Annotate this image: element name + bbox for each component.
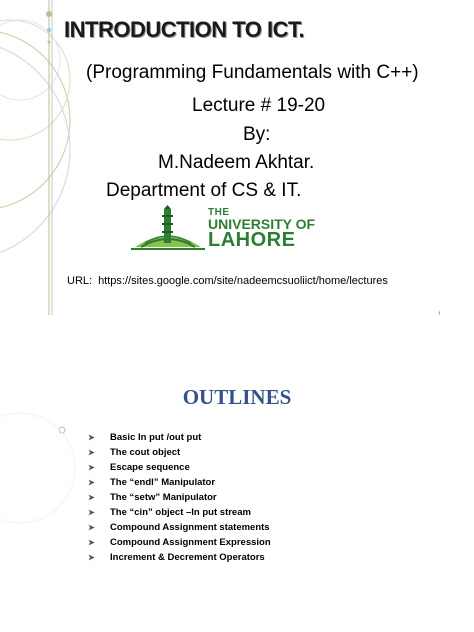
author-name: M.Nadeem Akhtar. [158,152,315,173]
university-logo [131,205,351,251]
bullet-arrow-icon: ➤ [88,433,95,442]
bullet-arrow-icon: ➤ [88,553,95,562]
outline-list [88,430,271,565]
outlines-heading: OUTLINES [182,385,292,409]
department-name: Department of CS & IT. [106,180,302,201]
lectures-url-link[interactable]: https://sites.google.com/site/nadeemcsuoliict/home/lectures [98,275,388,287]
minar-emblem-icon [131,205,205,251]
list-item [88,475,271,490]
list-item [88,505,271,520]
bullet-arrow-icon: ➤ [88,508,95,517]
url-label: URL: [67,275,93,287]
url-line [67,275,388,287]
logo-text-the: THE [208,207,230,218]
list-item [88,460,271,475]
bullet-arrow-icon: ➤ [88,448,95,457]
list-item-text: Compound Assignment statements [110,522,270,533]
list-item-text: The “setw” Manipulator [110,492,217,503]
list-item [88,430,271,445]
bullet-arrow-icon: ➤ [88,523,95,532]
title-slide [0,0,474,315]
list-item-text: Increment & Decrement Operators [110,552,265,563]
list-item-text: The cout object [110,447,181,458]
logo-text-university: UNIVERSITY OF [208,216,316,232]
list-item [88,535,271,550]
list-item [88,520,271,535]
page-number: 1 [438,312,442,315]
list-item [88,490,271,505]
list-item-text: Basic In put /out put [110,432,202,443]
lecture-number: Lecture # 19-20 [192,95,326,116]
list-item-text: Escape sequence [110,462,190,473]
list-item-text: The “endl” Manipulator [110,477,216,488]
list-item-text: The “cin” object –In put stream [110,507,251,518]
bullet-arrow-icon: ➤ [88,478,95,487]
list-item [88,445,271,460]
bullet-arrow-icon: ➤ [88,493,95,502]
list-item [88,550,271,565]
by-label: By: [243,124,271,145]
bullet-arrow-icon: ➤ [88,463,95,472]
list-item-text: Compound Assignment Expression [110,537,271,548]
course-name: (Programming Fundamentals with C++) [86,62,419,83]
slide-title: INTRODUCTION TO ICT. [64,17,305,42]
bullet-arrow-icon: ➤ [88,538,95,547]
logo-text-lahore: LAHORE [208,229,296,251]
outline-slide [0,318,474,632]
